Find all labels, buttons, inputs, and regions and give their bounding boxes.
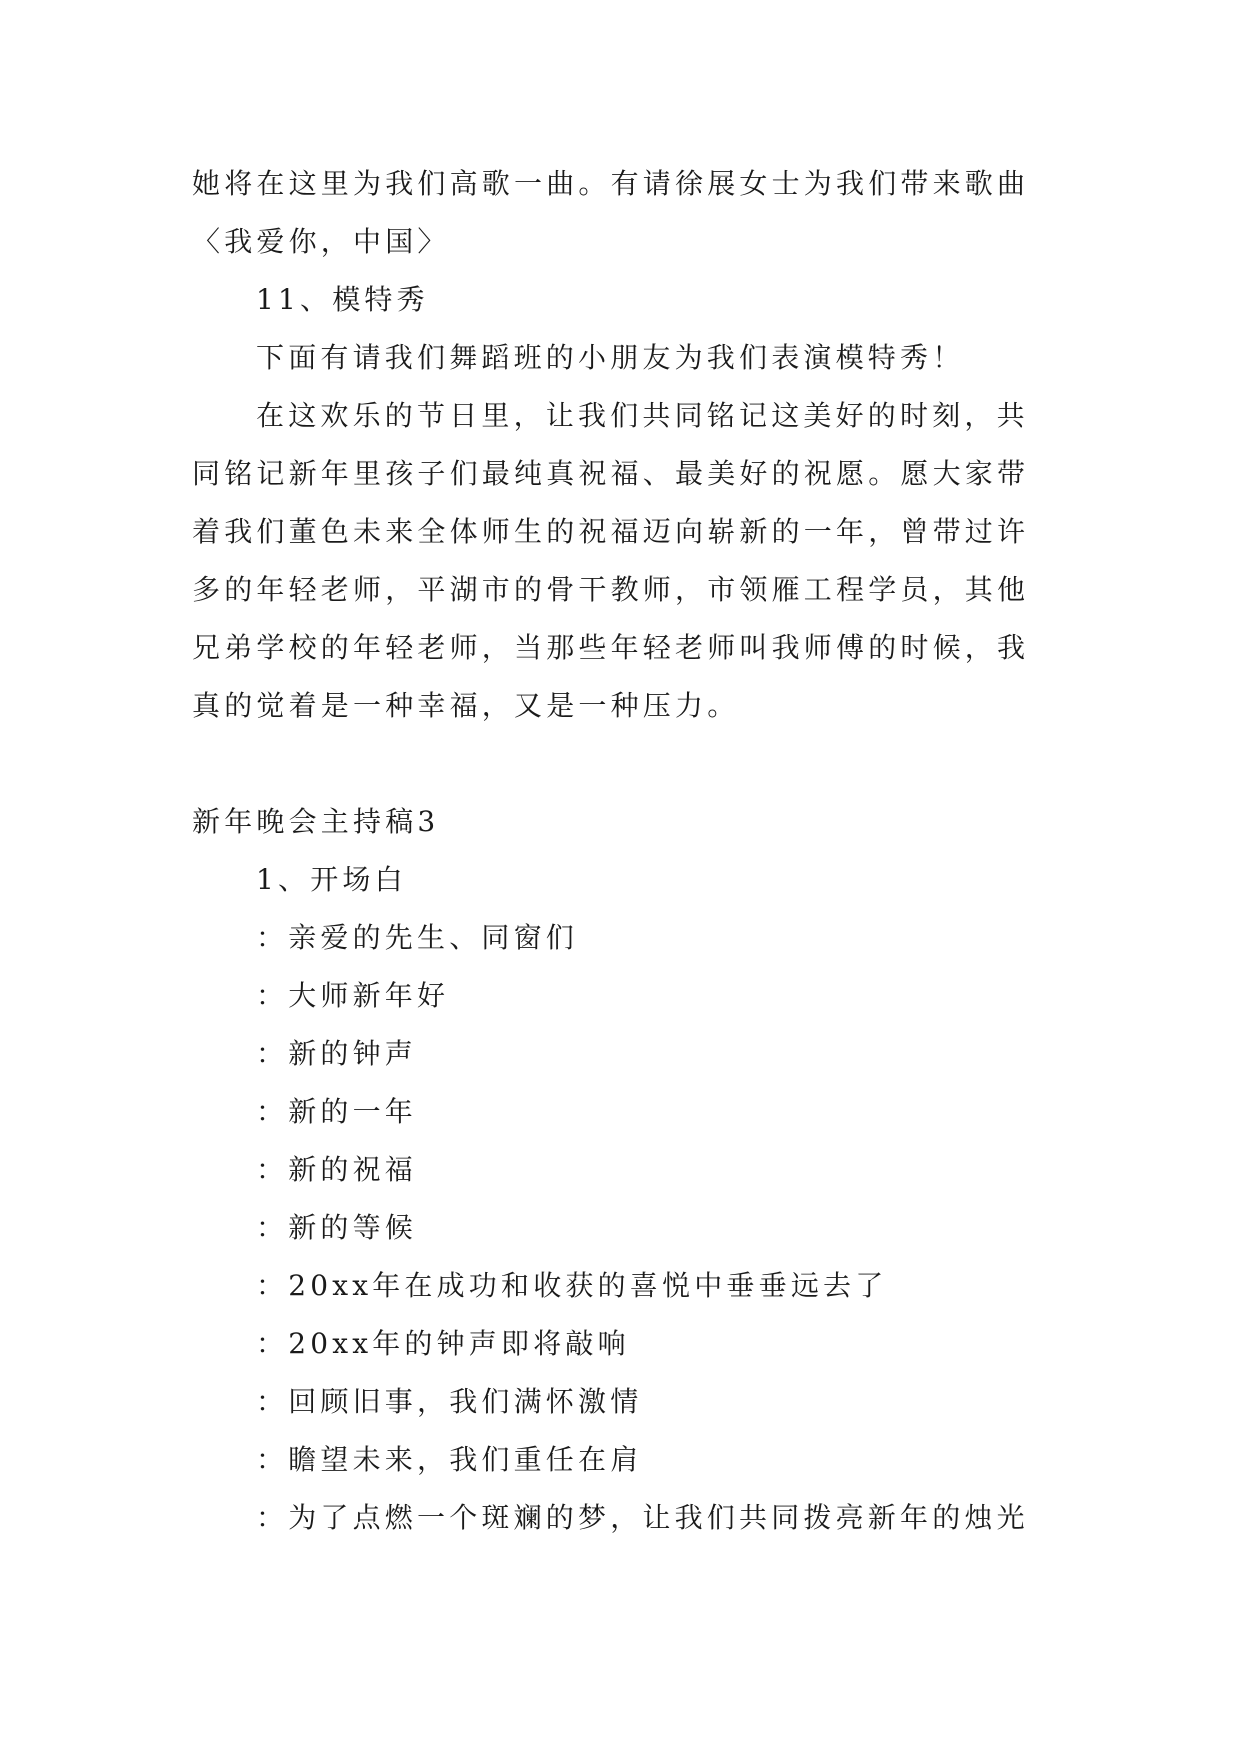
dialogue-line: ：新的一年 bbox=[256, 1095, 418, 1128]
paragraph-line: 她将在这里为我们高歌一曲。有请徐展女士为我们带来歌曲 bbox=[192, 167, 1030, 200]
paragraph-line: 同铭记新年里孩子们最纯真祝福、最美好的祝愿。愿大家带 bbox=[192, 457, 1030, 490]
paragraph-line: 〈我爱你，中国〉 bbox=[192, 225, 450, 258]
dialogue-line: ：新的等候 bbox=[256, 1211, 418, 1244]
dialogue-line: ：亲爱的先生、同窗们 bbox=[256, 921, 579, 954]
dialogue-line: ：20xx年在成功和收获的喜悦中垂垂远去了 bbox=[256, 1269, 888, 1302]
item-heading: 11、模特秀 bbox=[256, 283, 429, 316]
paragraph-line: 在这欢乐的节日里，让我们共同铭记这美好的时刻，共 bbox=[256, 399, 1029, 432]
paragraph-line: 着我们董色未来全体师生的祝福迈向崭新的一年，曾带过许 bbox=[192, 515, 1030, 548]
item-heading: 1、开场白 bbox=[256, 863, 407, 896]
dialogue-line: ：新的祝福 bbox=[256, 1153, 418, 1186]
section-title: 新年晚会主持稿3 bbox=[192, 805, 440, 838]
dialogue-line: ：20xx年的钟声即将敲响 bbox=[256, 1327, 630, 1360]
paragraph-line: 多的年轻老师，平湖市的骨干教师，市领雁工程学员，其他 bbox=[192, 573, 1030, 606]
dialogue-line: ：为了点燃一个斑斓的梦，让我们共同拨亮新年的烛光 bbox=[256, 1501, 1029, 1534]
dialogue-line: ：瞻望未来，我们重任在肩 bbox=[256, 1443, 643, 1476]
dialogue-line: ：回顾旧事，我们满怀激情 bbox=[256, 1385, 643, 1418]
paragraph-line: 真的觉着是一种幸福，又是一种压力。 bbox=[192, 689, 740, 722]
dialogue-line: ：大师新年好 bbox=[256, 979, 450, 1012]
dialogue-line: ：新的钟声 bbox=[256, 1037, 418, 1070]
paragraph-line: 下面有请我们舞蹈班的小朋友为我们表演模特秀！ bbox=[256, 341, 965, 374]
paragraph-line: 兄弟学校的年轻老师，当那些年轻老师叫我师傅的时候，我 bbox=[192, 631, 1030, 664]
